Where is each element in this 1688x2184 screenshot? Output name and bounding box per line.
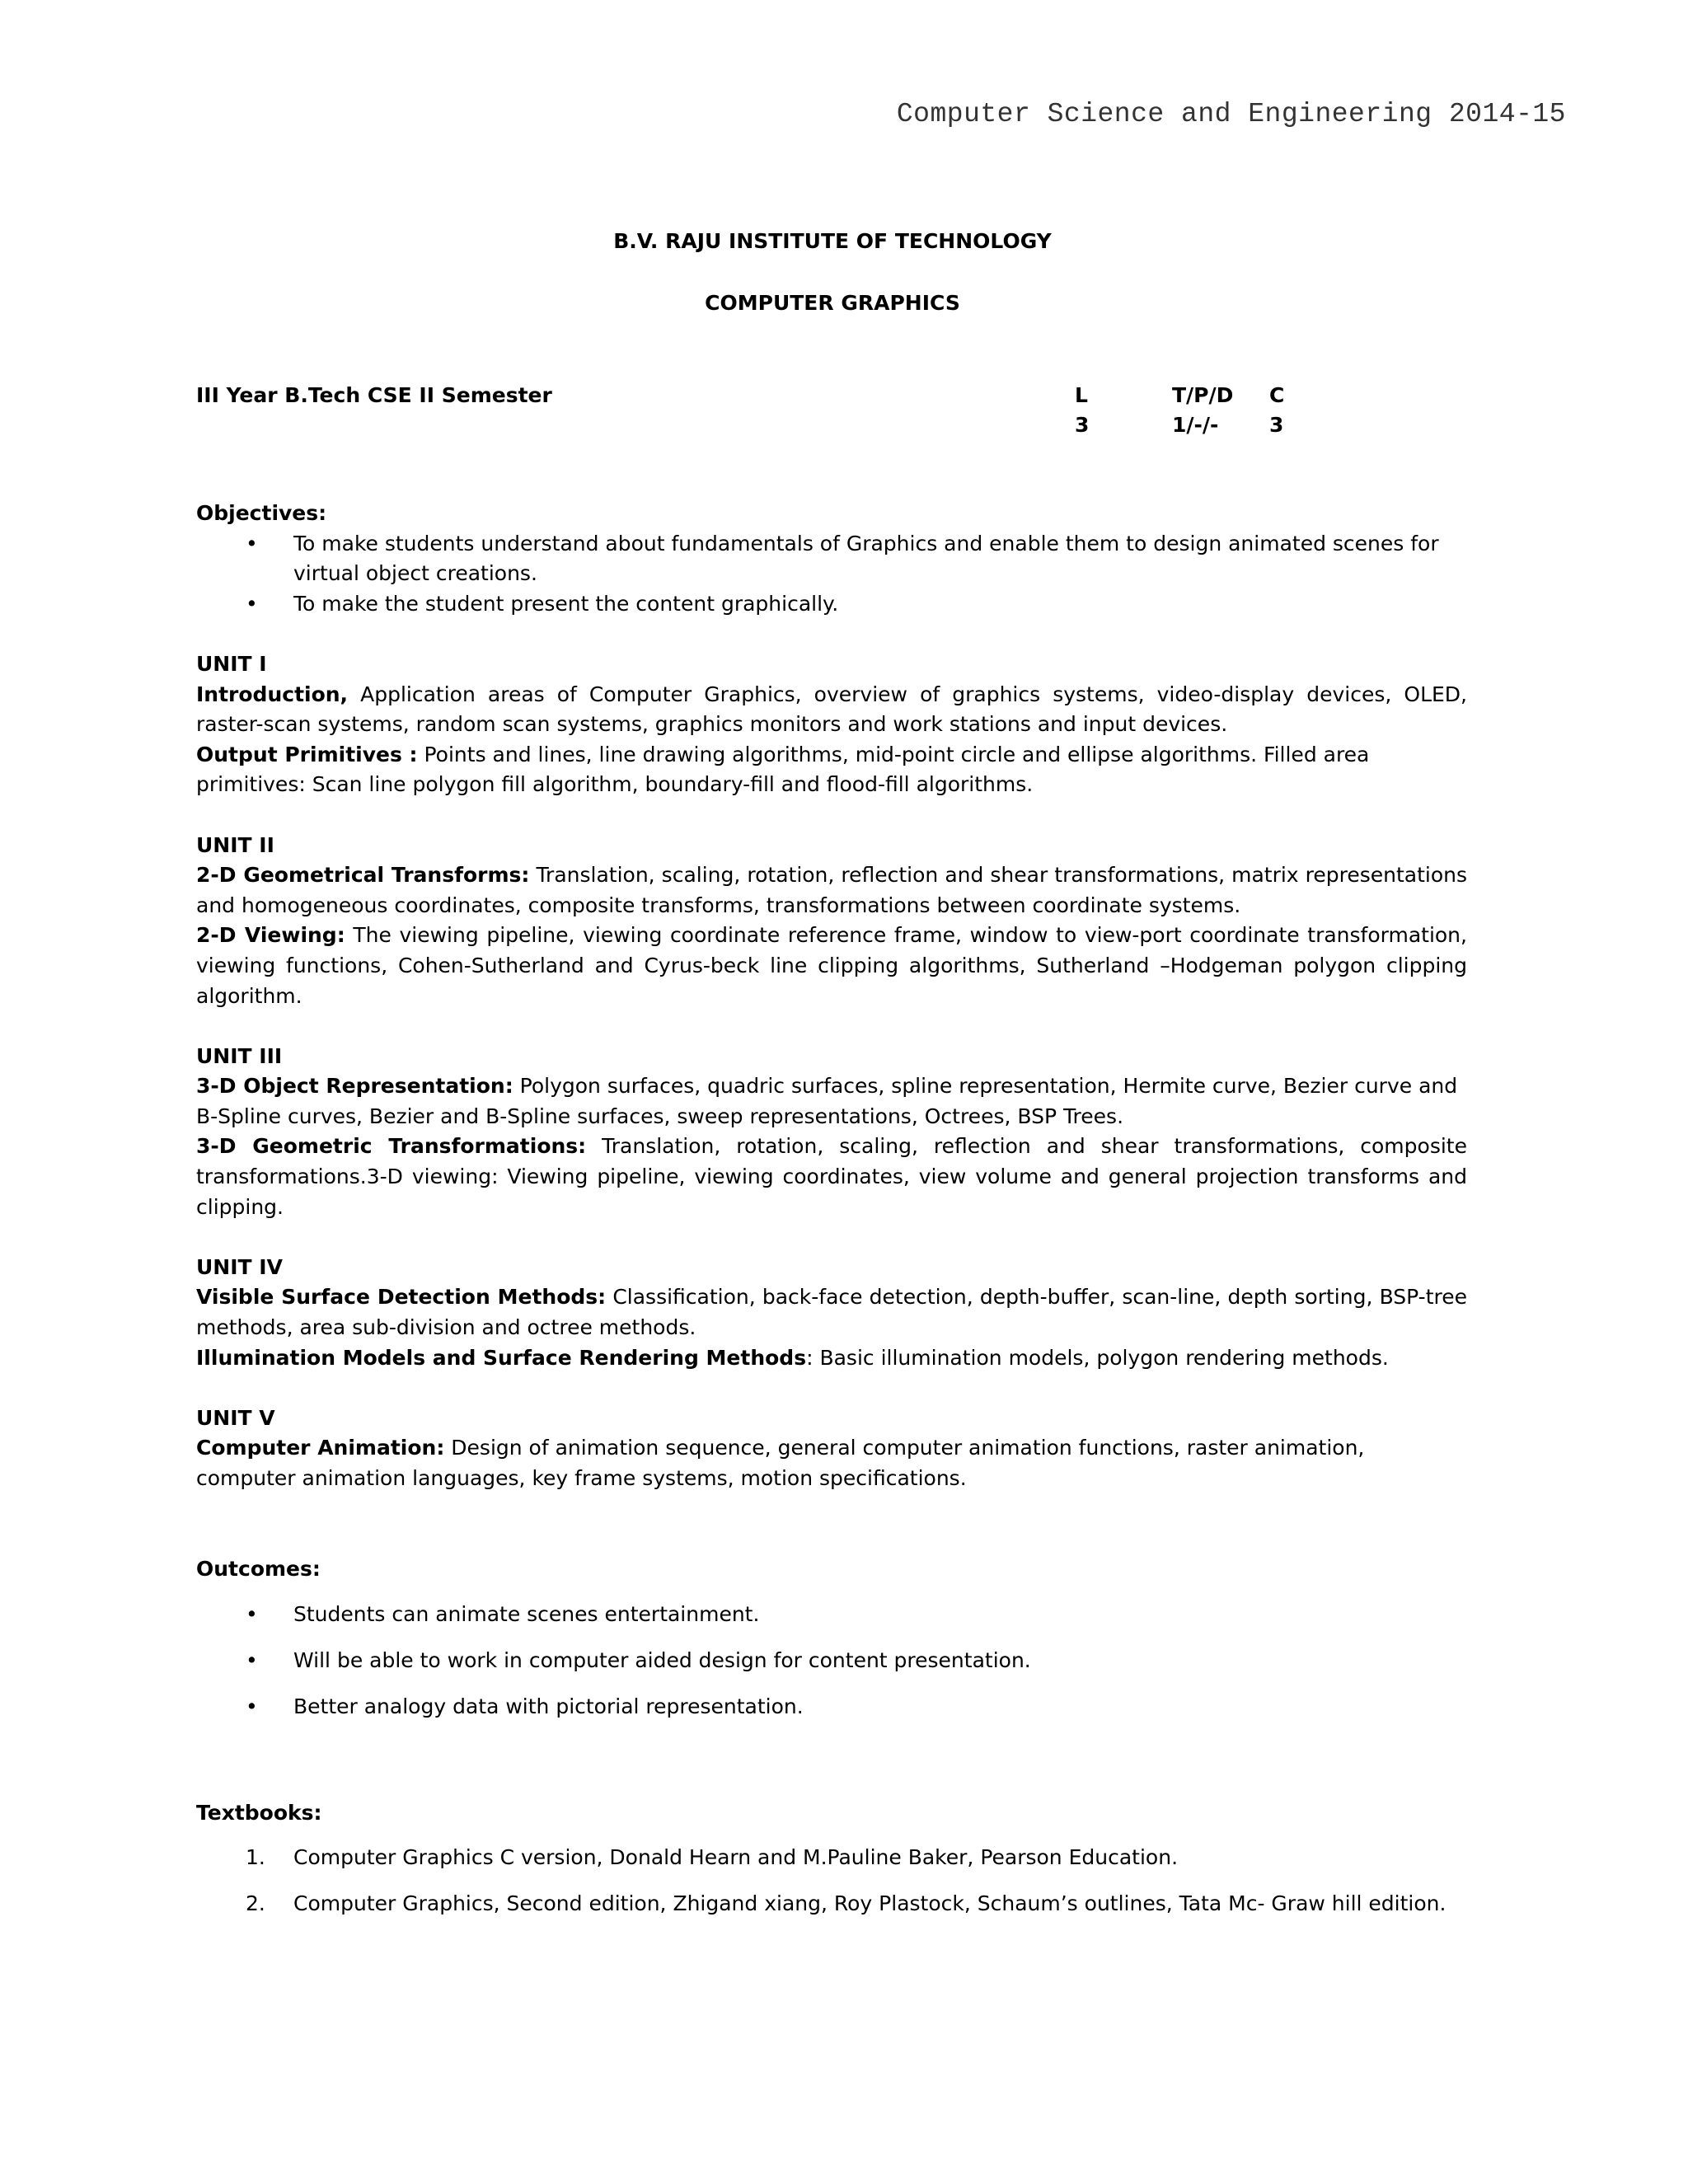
unit-title: UNIT IV [196,1254,283,1279]
unit-title: UNIT I [196,651,267,676]
list-item: • To make the student present the content graphically. [196,589,1467,620]
unit-title: UNIT III [196,1043,283,1068]
bullet-icon: • [246,591,258,616]
textbooks-heading: Textbooks: [196,1801,322,1825]
unit-section: 2-D Viewing: The viewing pipeline, viewing coordinate reference frame, window to view-port coordinate transformation, viewing functions, Cohen-Sutherland and Cyrus-beck line clipping algorithms, Sutherland –Hodgeman polygon clipping algorithm. [196,923,1467,1008]
list-item: 2. Computer Graphics, Second edition, Zhigand xiang, Roy Plastock, Schaum’s outlines, Tata Mc- Graw hill edition. [246,1891,1447,1915]
unit-section: Visible Surface Detection Methods: Classification, back-face detection, depth-buffer, scan-line, depth sorting, BSP-tree methods, area sub-division and octree methods. [196,1285,1467,1340]
ltpc-header-tpd: T/P/D [1172,383,1234,407]
page-header: Computer Science and Engineering 2014-15 [896,99,1566,129]
unit-section: Output Primitives : Points and lines, line drawing algorithms, mid-point circle and ellipse algorithms. Filled area primitives: Scan line polygon fill algorithm, boundary-fill and flood-fill algorithms. [196,742,1370,797]
textbooks-list [196,1843,1467,1919]
objectives-list [196,529,1467,620]
bullet-icon: • [246,1647,258,1672]
list-item: • Will be able to work in computer aided design for content presentation. [196,1646,1467,1676]
bullet-icon: • [246,1694,258,1718]
unit-section: Computer Animation: Design of animation sequence, general computer animation functions, raster animation, computer animation languages, key frame systems, motion specifications. [196,1436,1365,1490]
bullet-icon: • [246,1602,258,1627]
course-title: COMPUTER GRAPHICS [705,291,960,315]
ltpc-value-c: 3 [1269,413,1284,437]
ltpc-header-l: L [1075,383,1088,407]
bullet-icon: • [246,531,258,555]
syllabus-body [196,499,1467,1919]
institute-title: B.V. RAJU INSTITUTE OF TECHNOLOGY [613,229,1052,253]
unit-section: 2-D Geometrical Transforms: Translation, scaling, rotation, reflection and shear transformations, matrix representations and homogeneous coordinates, composite transforms, transformations between coordinate systems. [196,863,1468,917]
outcomes-list [196,1600,1467,1722]
ltpc-value-l: 3 [1075,413,1090,437]
objectives-heading: Objectives: [196,501,327,525]
ltpc-header-c: C [1269,383,1285,407]
list-item: • Better analogy data with pictorial representation. [196,1692,1467,1722]
ltpc-value-tpd: 1/-/- [1172,413,1219,437]
semester-label: III Year B.Tech CSE II Semester [196,383,552,407]
list-item: 1. Computer Graphics C version, Donald Hearn and M.Pauline Baker, Pearson Education. [246,1844,1179,1869]
list-item: • To make students understand about fundamentals of Graphics and enable them to design animated scenes for virtual object creations. [196,529,1467,589]
list-item: • Students can animate scenes entertainment. [196,1600,1467,1630]
outcomes-heading: Outcomes: [196,1556,321,1581]
unit-title: UNIT II [196,832,274,857]
unit-section: 3-D Geometric Transformations: Translation, rotation, scaling, reflection and shear transformations, composite transformations.3-D viewing: Viewing pipeline, viewing coordinates, view volume and general projection transforms and clipping. [196,1134,1467,1219]
unit-section: Illumination Models and Surface Rendering Methods: Basic illumination models, polygon rendering methods. [196,1345,1389,1370]
unit-section: Introduction, Application areas of Computer Graphics, overview of graphics systems, video-display devices, OLED, raster-scan systems, random scan systems, graphics monitors and work stations and input devices. [196,682,1467,737]
unit-title: UNIT V [196,1405,275,1430]
unit-section: 3-D Object Representation: Polygon surfaces, quadric surfaces, spline representation, Hermite curve, Bezier curve and B-Spline curves, Bezier and B-Spline surfaces, sweep representations, Octrees, BSP Trees. [196,1074,1458,1128]
